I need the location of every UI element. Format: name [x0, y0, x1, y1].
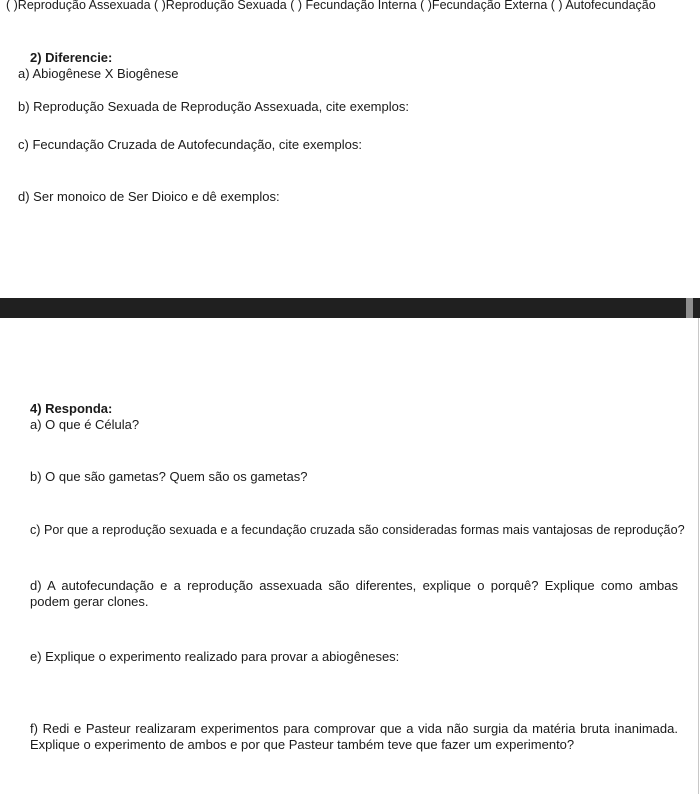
question-4e: e) Explique o experimento realizado para provar a abiogêneses: [30, 649, 400, 664]
question-4a: a) O que é Célula? [30, 417, 140, 432]
question-2b: b) Reprodução Sexuada de Reprodução Assexuada, cite exemplos: [18, 99, 409, 114]
page-separator-band [0, 298, 700, 318]
page-border [698, 318, 699, 794]
section-4-title: 4) Responda: [30, 401, 113, 416]
question-2a: a) Abiogênese X Biogênese [18, 66, 179, 81]
question-4b: b) O que são gametas? Quem são os gametas? [30, 469, 308, 484]
question-4c: c) Por que a reprodução sexuada e a fecundação cruzada são consideradas formas mais vantajosas de reprodução? [30, 523, 685, 537]
question-4d: d) A autofecundação e a reprodução assexuada são diferentes, explique o porquê? Explique como ambas podem gerar clones. [30, 578, 678, 609]
section-2-title: 2) Diferencie: [30, 50, 113, 65]
question-2c: c) Fecundação Cruzada de Autofecundação, cite exemplos: [18, 137, 362, 152]
options-line: ( )Reprodução Assexuada ( )Reprodução Sexuada ( ) Fecundação Interna ( )Fecundação Externa ( ) Autofecundação [6, 0, 656, 12]
scrollbar-thumb [686, 298, 693, 318]
question-4f: f) Redi e Pasteur realizaram experimentos para comprovar que a vida não surgia da matéria bruta inanimada. Explique o experimento de ambos e por que Pasteur também teve que fazer um experimento? [30, 721, 678, 752]
question-2d: d) Ser monoico de Ser Dioico e dê exemplos: [18, 189, 280, 204]
